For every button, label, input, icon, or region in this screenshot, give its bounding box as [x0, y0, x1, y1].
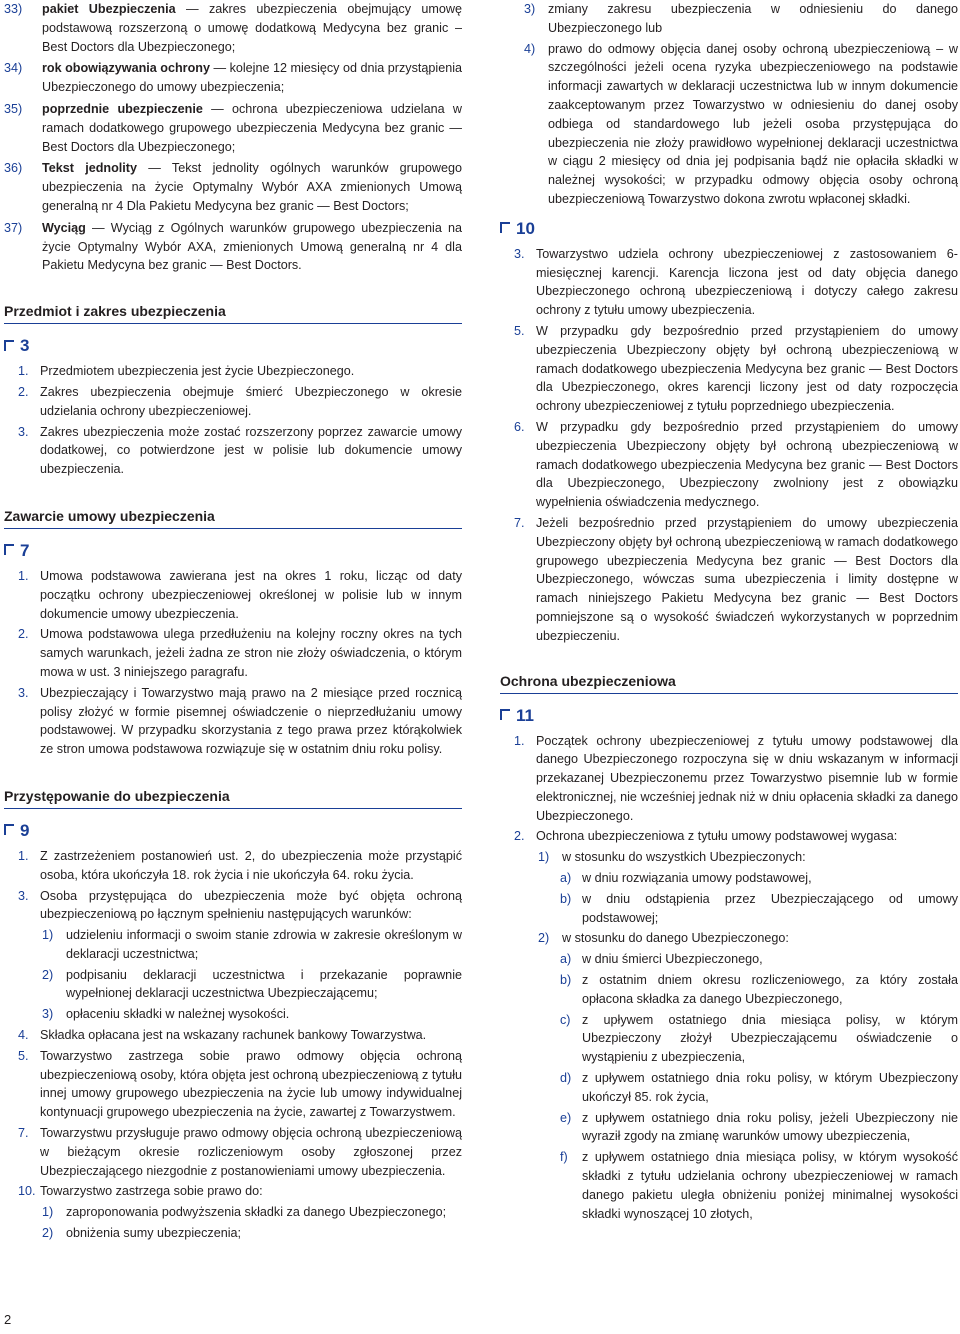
clause-number: 5. [514, 323, 525, 338]
letter-clause-text: z ostatnim dniem okresu rozliczeniowego, za który została opłacona składka za danego Ubezpieczonego, [582, 973, 958, 1006]
clause-number: 3. [18, 888, 29, 903]
section-mark-icon [500, 222, 510, 233]
letter-clause-number: c) [560, 1012, 571, 1027]
sub-clause-text: w stosunku do wszystkich Ubezpieczonych: [562, 850, 806, 865]
clause-text: Towarzystwo zastrzega sobie prawo odmowy objęcia ochroną ubezpieczeniową osoby, która objęta jest ochroną ubezpieczeniową z tytułu innej umowy grupowego ubezpieczenia na życie lub umowy indywidualnej kontynuacji grupowego ubezpieczenia na życie, zawartej z Towarzystwem. [40, 1048, 462, 1120]
sub-clause-text: opłaceniu składki w należnej wysokości. [66, 1007, 290, 1022]
letter-clause-number: a) [560, 952, 572, 967]
sub-clause-text: podpisaniu deklaracji uczestnictwa i przekazanie poprawnie wypełnionej deklaracji uczestnictwa Ubezpieczającemu; [66, 967, 462, 1001]
section-heading-conclusion: Zawarcie umowy ubezpieczenia [4, 507, 462, 529]
paragraph-3-list [4, 362, 462, 479]
clause [514, 322, 958, 416]
sub-clause-text: zaproponowania podwyższenia składki za danego Ubezpieczonego; [66, 1205, 447, 1220]
sub-clause-number: 3) [524, 2, 536, 16]
clause-text: Ubezpieczający i Towarzystwo mają prawo na 2 miesiące przed rocznicą polisy złożyć w formie pisemnej oświadczenie o nieprzedłużaniu umowy podstawowej. W przypadku skorzystania z tego prawa przez którąkolwiek ze stron umowa podstawowa rozwiązuje się w ostatnim dniu roku polisy. [40, 685, 462, 757]
letter-clause-text: z upływem ostatniego dnia roku polisy, w którym Ubezpieczony ukończył 85. rok życia, [582, 1071, 958, 1104]
letter-clause [560, 890, 958, 928]
definition-item [4, 159, 462, 215]
definition-term: rok obowiązywania ochrony [42, 61, 210, 76]
section-heading-joining: Przystępowanie do ubezpieczenia [4, 787, 462, 809]
definition-number: 33) [4, 2, 23, 16]
clause-text: Towarzystwo zastrzega sobie prawo do: [40, 1184, 263, 1199]
continued-list [500, 0, 958, 209]
definition-number: 34) [4, 61, 23, 76]
clause-number: 3. [18, 685, 29, 700]
definition-body: — ochrona ubezpieczeniowa udzielana w ramach dodatkowego grupowego ubezpieczenia Medycyna bez granic — Best Doctors dla Ubezpieczonego; [42, 101, 462, 154]
paragraph-11-list [500, 732, 958, 1224]
definition-number: 35) [4, 101, 23, 116]
clause-text: Jeżeli bezpośrednio przed przystąpieniem do umowy ubezpieczenia Ubezpieczony objęty był ochroną ubezpieczeniową w ramach dodatkowego grupowego ubezpieczenia Medycyna bez granic — Best Doctors dla Ubezpieczonego, wówczas suma ubezpieczenia i limity dostępne w ramach niniejszego Pakietu Medycyna bez granic — Best Doctors pomniejszone są o wysokość świadczeń wykorzystanych w poprzednim ubezpieczeniu. [536, 515, 958, 643]
definition-body: — Wyciąg z Ogólnych warunków grupowego ubezpieczenia na życie Optymalny Wybór AXA, zmienionych Umową generalną nr 4 dla Pakietu Medycyna bez granic — Best Doctors. [42, 220, 462, 273]
clause-number: 1. [514, 733, 525, 748]
paragraph-number: 10 [516, 218, 535, 238]
definition-term: Tekst jednolity [42, 161, 138, 176]
clause [18, 625, 462, 681]
definition-text [42, 100, 462, 156]
sub-clause [42, 1203, 462, 1222]
clause-text: Umowa podstawowa zawierana jest na okres 1 roku, licząc od daty początku ochrony ubezpieczeniowej określonej w polisie lub w innym dokumencie umowy ubezpieczenia. [40, 568, 462, 621]
letter-clause-number: f) [560, 1150, 568, 1165]
section-mark-icon [500, 709, 510, 720]
definitions-list [4, 0, 462, 275]
sub-clause [42, 966, 462, 1004]
letter-clause-number: b) [560, 891, 572, 906]
sub-clause-number: 2) [42, 967, 54, 982]
definition-item [4, 100, 462, 156]
clause-number: 1. [18, 568, 29, 583]
clause-number: 1. [18, 848, 29, 863]
letter-clause-number: a) [560, 871, 572, 886]
sub-clause-number: 2) [538, 931, 550, 946]
definition-text [42, 219, 462, 275]
sub-clause-text: w stosunku do danego Ubezpieczonego: [562, 931, 789, 946]
sub-clause-text: obniżenia sumy ubezpieczenia; [66, 1226, 242, 1241]
definition-item [4, 0, 462, 56]
clause-number: 1. [18, 364, 29, 379]
clause [18, 1182, 462, 1201]
sub-clause [524, 0, 958, 38]
definition-number: 36) [4, 161, 23, 176]
clause-text: Początek ochrony ubezpieczeniowej z tytułu umowy podstawowej dla danego Ubezpieczonego rozpoczyna się w dniu wskazanym w informacji przekazanej Ubezpieczonemu przez Towarzystwo pisemnie lub w formie elektronicznej, nie wcześniej jednak niż w dniu opłacenia składki za danego Ubezpieczonego. [536, 733, 958, 823]
clause [514, 418, 958, 512]
definition-text [42, 159, 462, 215]
left-column [4, 0, 462, 1245]
clause [514, 732, 958, 826]
clause-text: Z zastrzeżeniem postanowień ust. 2, do ubezpieczenia może przystąpić osoba, która ukończyła 18. rok życia i nie ukończyła 64. roku życia. [40, 848, 462, 882]
clause-text: Umowa podstawowa ulega przedłużeniu na kolejny roczny okres na tych samych warunkach, jeżeli żadna ze stron nie złoży oświadczenia, o którym mowa w ust. 3 niniejszego paragrafu. [40, 627, 462, 679]
definition-body: — zakres ubezpieczenia obejmujący umowę podstawową rozszerzoną o umowę dodatkową Medycyna bez granic – Best Doctors dla Ubezpieczonego; [42, 2, 463, 54]
right-column [500, 0, 958, 1225]
letter-clause [560, 1148, 958, 1223]
clause-text: Zakres ubezpieczenia obejmuje śmierć Ubezpieczonego w okresie udzielania ochrony ubezpieczeniowej. [40, 384, 462, 418]
paragraph-number: 3 [20, 336, 30, 356]
sub-clause-number: 2) [42, 1226, 54, 1241]
clause-number: 2. [18, 627, 29, 642]
definition-number: 37) [4, 220, 23, 235]
clause-number: 7. [18, 1126, 29, 1141]
sub-clause [524, 40, 958, 209]
sub-clause [42, 926, 462, 964]
clause-number: 4. [18, 1028, 29, 1043]
definition-item [4, 59, 462, 97]
clause [18, 887, 462, 925]
paragraph-9-list [4, 847, 462, 1243]
section-mark-icon [4, 544, 14, 555]
clause [18, 1047, 462, 1122]
definition-body: — kolejne 12 miesięcy od dnia przystąpienia Ubezpieczonego do umowy ubezpieczenia; [42, 61, 463, 95]
paragraph-number: 11 [516, 705, 534, 725]
clause-number: 10. [18, 1184, 36, 1199]
letter-clause-text: z upływem ostatniego dnia roku polisy, jeżeli Ubezpieczony nie wyraził zgody na zmianę warunków umowy ubezpieczenia, [582, 1110, 958, 1144]
section-mark-icon [4, 824, 14, 835]
clause [514, 245, 958, 320]
paragraph-7-heading [4, 539, 462, 563]
letter-clause [560, 950, 958, 969]
letter-clause [560, 1069, 958, 1107]
definition-item [4, 219, 462, 275]
clause-number: 2. [514, 829, 525, 844]
sub-clause-number: 4) [524, 41, 536, 56]
clause-number: 3. [18, 424, 29, 439]
sub-clause [42, 1224, 462, 1243]
clause-number: 5. [18, 1048, 29, 1063]
sub-clause [538, 848, 958, 867]
paragraph-number: 9 [20, 820, 30, 840]
clause-text: Przedmiotem ubezpieczenia jest życie Ubezpieczonego. [40, 364, 355, 379]
sub-clause-number: 3) [42, 1007, 54, 1022]
definition-term: pakiet Ubezpieczenia [42, 2, 176, 16]
clause [18, 1026, 462, 1045]
sub-clause-number: 1) [538, 850, 550, 865]
paragraph-10-heading [500, 217, 958, 241]
clause [18, 847, 462, 885]
clause [18, 362, 462, 381]
paragraph-10-list [500, 245, 958, 646]
sub-clause-text: udzieleniu informacji o swoim stanie zdrowia w zakresie określonym w deklaracji uczestnictwa; [66, 928, 462, 961]
sub-clause-number: 1) [42, 928, 54, 943]
clause-number: 3. [514, 246, 525, 261]
letter-clause-text: z upływem ostatniego dnia miesiąca polisy, w którym Ubezpieczony złożył Ubezpieczającemu oświadczenie o wystąpieniu z ubezpieczenia, [582, 1012, 958, 1065]
clause-text: Towarzystwo udziela ochrony ubezpieczeniowej z zastosowaniem 6-miesięcznej karencji. Karencja liczona jest od daty objęcia danego Ubezpieczonego ochroną ubezpieczeniową i dotyczy całego zakresu ochrony z tytułu umowy ubezpieczenia. [536, 246, 958, 318]
letter-clause-number: d) [560, 1071, 572, 1086]
clause [514, 514, 958, 646]
letter-clause-number: e) [560, 1110, 572, 1125]
clause-number: 7. [514, 515, 525, 530]
clause [18, 1124, 462, 1180]
paragraph-3-heading [4, 334, 462, 358]
paragraph-7-list [4, 567, 462, 759]
clause [18, 684, 462, 759]
clause-text: W przypadku gdy bezpośrednio przed przystąpieniem do umowy ubezpieczenia Ubezpieczony objęty był ochroną ubezpieczeniową w ramach dodatkowego ubezpieczenia Medycyna bez granic — Best Doctors dla Ubezpieczonego, okres karencji liczony jest od daty rozpoczęcia ochrony ubezpieczeniowej z tytułu poprzedniego ubezpieczenia. [536, 323, 958, 414]
letter-clause [560, 1011, 958, 1067]
section-mark-icon [4, 340, 14, 351]
letter-clause-number: b) [560, 973, 572, 988]
definition-body: — Tekst jednolity ogólnych warunków grupowego ubezpieczenia na życie Optymalny Wybór AXA zmienionych Umową generalną nr 4 Dla Pakietu Medycyna bez granic — Best Doctors; [42, 161, 462, 213]
sub-clause [538, 929, 958, 948]
letter-clause [560, 869, 958, 888]
letter-clause-text: w dniu śmierci Ubezpieczonego, [582, 952, 763, 967]
sub-clause-text: zmiany zakresu ubezpieczenia w odniesieniu do danego Ubezpieczonego lub [548, 2, 958, 35]
definition-term: Wyciąg [42, 220, 86, 235]
paragraph-11-heading [500, 704, 958, 728]
clause-text: Osoba przystępująca do ubezpieczenia może być objęta ochroną ubezpieczeniową po łącznym spełnieniu następujących warunków: [40, 888, 462, 922]
clause-text: Towarzystwu przysługuje prawo odmowy objęcia ochroną ubezpieczeniową w bieżącym okresie rozliczeniowym osoby zgłoszonej przez Ubezpieczającego niezgodnie z postanowieniami umowy ubezpieczenia. [40, 1126, 462, 1178]
paragraph-9-heading [4, 819, 462, 843]
clause-text: Zakres ubezpieczenia może zostać rozszerzony poprzez zawarcie umowy dodatkowej, co potwierdzone jest w polisie lub dokumencie umowy ubezpieczenia. [40, 424, 462, 477]
clause [18, 567, 462, 623]
definition-text [42, 59, 462, 97]
paragraph-number: 7 [20, 540, 30, 560]
clause-number: 6. [514, 419, 525, 434]
clause [18, 383, 462, 421]
letter-clause-text: w dniu odstąpienia przez Ubezpieczającego od umowy podstawowej; [582, 891, 958, 925]
letter-clause [560, 1109, 958, 1147]
definition-text [42, 0, 462, 56]
clause-text: Ochrona ubezpieczeniowa z tytułu umowy podstawowej wygasa: [536, 829, 898, 844]
section-heading-subject: Przedmiot i zakres ubezpieczenia [4, 302, 462, 324]
clause [514, 827, 958, 846]
clause-number: 2. [18, 384, 29, 399]
page-number: 2 [4, 1312, 12, 1327]
section-heading-protection: Ochrona ubezpieczeniowa [500, 672, 958, 694]
clause-text: W przypadku gdy bezpośrednio przed przystąpieniem do umowy ubezpieczenia Ubezpieczony objęty był ochroną ubezpieczeniową w ramach dodatkowego ubezpieczenia Medycyna bez granic — Best Doctors dla Ubezpieczonego, Ubezpieczony zwolniony jest z obowiązku wypełnienia oświadczenia medycznego. [536, 419, 958, 510]
clause-text: Składka opłacana jest na wskazany rachunek bankowy Towarzystwa. [40, 1028, 427, 1043]
letter-clause [560, 971, 958, 1009]
clause [18, 423, 462, 479]
sub-clause [42, 1005, 462, 1024]
letter-clause-text: w dniu rozwiązania umowy podstawowej, [582, 871, 812, 886]
sub-clause-number: 1) [42, 1205, 54, 1220]
sub-clause-text: prawo do odmowy objęcia danej osoby ochroną ubezpieczeniową – w szczególności jeżeli ocena ryzyka ubezpieczeniowego na podstawie informacji zawartych w deklaracji uczestnictwa lub w innym dokumencie zaakceptowanym przez Towarzystwo w odniesieniu do danej osoby odbiega od standardowego lub jeżeli osoba przystępująca do ubezpieczenia nie złoży prawidłowo wypełnionej deklaracji uczestnictwa w ciągu 2 miesięcy od dnia jej podpisania bądź nie opłaciła składki w należnej wysokości; w przypadku odmowy objęcia osoby ochroną ubezpieczeniową Towarzystwo dokona zwrotu wpłaconej składki. [548, 41, 958, 206]
definition-term: poprzednie ubezpieczenie [42, 101, 203, 116]
letter-clause-text: z upływem ostatniego dnia miesiąca polisy, w którym wysokość składki z tytułu udzielania ochrony ubezpieczeniowej w ramach danego pakietu uległa obniżeniu poniżej minimalnej wysokości składki wynoszącej 10 złotych, [582, 1150, 958, 1221]
